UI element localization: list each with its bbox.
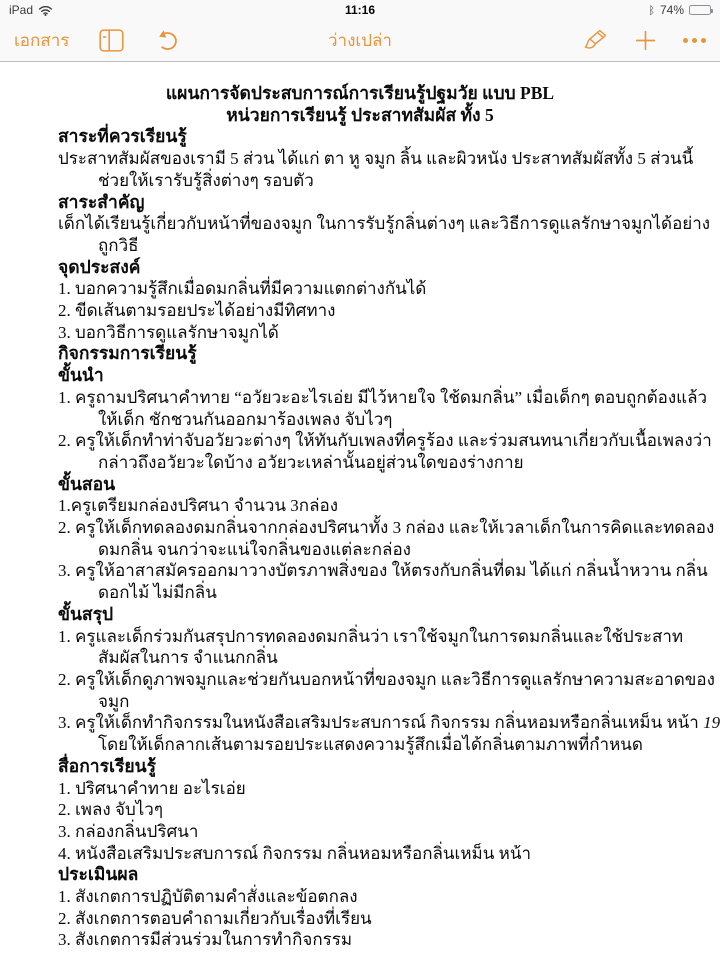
- doc-heading[interactable]: ขั้นสอน: [58, 473, 116, 494]
- doc-heading[interactable]: สาระที่ควรเรียนรู้: [58, 126, 187, 147]
- document-title: ว่างเปล่า: [328, 31, 392, 50]
- battery-percent: 74%: [659, 3, 684, 17]
- status-left: [9, 3, 139, 17]
- view-options-button[interactable]: [99, 29, 124, 52]
- doc-line[interactable]: 1. บอกความรู้สึกเมื่อดมกลิ่นที่มีความแตกต่างกันได้: [58, 279, 427, 299]
- format-brush-button[interactable]: [582, 28, 608, 54]
- clock: 11:16: [344, 3, 376, 17]
- doc-line[interactable]: ให้เด็ก ชักชวนกันออกมาร้องเพลง จับไวๆ: [98, 409, 393, 429]
- doc-line[interactable]: 1. สังเกตการปฏิบัติตามคำสั่งและข้อตกลง: [58, 887, 358, 907]
- document-canvas[interactable]: [0, 62, 720, 960]
- doc-heading[interactable]: สื่อการเรียนรู้: [58, 755, 157, 776]
- doc-line[interactable]: 1.ครูเตรียมกล่องปริศนา จำนวน 3กล่อง: [58, 496, 339, 516]
- doc-title-line[interactable]: หน่วยการเรียนรู้ ประสาทสัมผัส ทั้ง 5: [226, 104, 494, 125]
- doc-line[interactable]: 1. ครูและเด็กร่วมกันสรุปการทดลองดมกลิ่นว่า เราใช้จมูกในการดมกลิ่นและใช้ประสาท: [58, 626, 684, 646]
- doc-heading[interactable]: ขั้นนำ: [58, 365, 104, 386]
- doc-line[interactable]: ถูกวิธี: [98, 235, 139, 255]
- doc-line[interactable]: 3. กล่องกลิ่นปริศนา: [58, 821, 199, 841]
- doc-heading[interactable]: ขั้นสรุป: [58, 603, 114, 624]
- doc-heading[interactable]: จุดประสงค์: [58, 256, 141, 277]
- doc-heading[interactable]: กิจกรรมการเรียนรู้: [58, 343, 197, 364]
- doc-line[interactable]: จมูก: [98, 691, 130, 711]
- doc-line[interactable]: เด็กได้เรียนรู้เกี่ยวกับหน้าที่ของจมูก ในการรับรู้กลิ่นต่างๆ และวิธีการดูแลรักษาจมูกได้อย่าง: [58, 214, 711, 234]
- doc-line[interactable]: ช่วยให้เรารับรู้สิ่งต่างๆ รอบตัว: [98, 170, 314, 190]
- documents-button[interactable]: [14, 27, 69, 54]
- doc-line[interactable]: 2. ขีดเส้นตามรอยประได้อย่างมีทิศทาง: [58, 301, 336, 321]
- undo-icon: [154, 29, 180, 52]
- doc-line[interactable]: 2. สังเกตการตอบคำถามเกี่ยวกับเรื่องที่เรียน: [58, 908, 372, 928]
- status-bar: [0, 0, 720, 20]
- doc-line[interactable]: โดยให้เด็กลากเส้นตามรอยประแสดงความรู้สึกเมื่อได้กลิ่นตามภาพที่กำหนด: [98, 735, 643, 755]
- ellipsis-icon: [683, 38, 706, 43]
- battery-icon: [689, 5, 711, 15]
- device-label: iPad: [9, 3, 34, 17]
- toolbar: [0, 20, 720, 62]
- bluetooth-icon: ᛒ: [648, 3, 655, 17]
- undo-button[interactable]: [154, 29, 180, 52]
- more-button[interactable]: [683, 38, 706, 43]
- doc-line[interactable]: สัมผัสในการ จำแนกกลิ่น: [98, 648, 278, 668]
- doc-line[interactable]: 2. เพลง จับไวๆ: [58, 800, 163, 820]
- doc-line[interactable]: 2. ครูให้เด็กทำท่าจับอวัยวะต่างๆ ให้ทันกับเพลงที่ครูร้อง และร่วมสนทนาเกี่ยวกับเนื้อเพลงว่า: [58, 431, 712, 451]
- doc-line[interactable]: 3. ครูให้เด็กทำกิจกรรมในหนังสือเสริมประสบการณ์ กิจกรรม กลิ่นหอมหรือกลิ่นเหม็น หน้า 19: [58, 713, 720, 733]
- doc-line[interactable]: 3. สังเกตการมีส่วนร่วมในการทำกิจกรรม: [58, 930, 353, 950]
- doc-line[interactable]: 4. หนังสือเสริมประสบการณ์ กิจกรรม กลิ่นหอมหรือกลิ่นเหม็น หน้า: [58, 843, 532, 863]
- wifi-icon: [38, 5, 53, 16]
- documents-button-label: เอกสาร: [14, 31, 70, 50]
- add-button[interactable]: [634, 29, 657, 52]
- doc-line[interactable]: 1. ปริศนาคำทาย อะไรเอ่ย: [58, 778, 246, 798]
- plus-icon: [634, 29, 657, 52]
- doc-title-line[interactable]: แผนการจัดประสบการณ์การเรียนรู้ปฐมวัย แบบ PBL: [165, 83, 555, 103]
- doc-heading[interactable]: ประเมินผล: [58, 864, 139, 885]
- doc-line[interactable]: กล่าวถึงอวัยวะใดบ้าง อวัยวะเหล่านั้นอยู่ส่วนใดของร่างกาย: [98, 452, 524, 472]
- panel-layout-icon: [99, 29, 124, 52]
- doc-line[interactable]: 3. ครูให้อาสาสมัครออกมาวางบัตรภาพสิ่งของ ให้ตรงกับกลิ่นที่ดม ได้แก่ กลิ่นน้ำหวาน กลิ่น: [58, 561, 708, 581]
- doc-line[interactable]: 2. ครูให้เด็กทดลองดมกลิ่นจากกล่องปริศนาทั้ง 3 กล่อง และให้เวลาเด็กในการคิดและทดลอง: [58, 518, 715, 538]
- paintbrush-icon: [582, 28, 608, 54]
- doc-line[interactable]: 1. ครูถามปริศนาคำทาย “อวัยวะอะไรเอ่ย มีไว้หายใจ ใช้ดมกลิ่น” เมื่อเด็กๆ ตอบถูกต้องแล้ว: [58, 387, 708, 407]
- doc-heading[interactable]: สาระสำคัญ: [58, 191, 145, 212]
- doc-line[interactable]: ดมกลิ่น จนกว่าจะแน่ใจกลิ่นของแต่ละกล่อง: [98, 539, 411, 559]
- doc-line[interactable]: ประสาทสัมผัสของเรามี 5 ส่วน ได้แก่ ตา หู จมูก ลิ้น และผิวหนัง ประสาทสัมผัสทั้ง 5 ส่วนนี้: [58, 149, 694, 169]
- doc-line[interactable]: 2. ครูให้เด็กดูภาพจมูกและช่วยกันบอกหน้าที่ของจมูก และวิธีการดูแลรักษาความสะอาดของ: [58, 669, 715, 689]
- status-right: [581, 3, 711, 17]
- doc-line[interactable]: 3. บอกวิธีการดูแลรักษาจมูกได้: [58, 322, 279, 342]
- doc-line[interactable]: ดอกไม้ ไม่มีกลิ่น: [98, 583, 217, 603]
